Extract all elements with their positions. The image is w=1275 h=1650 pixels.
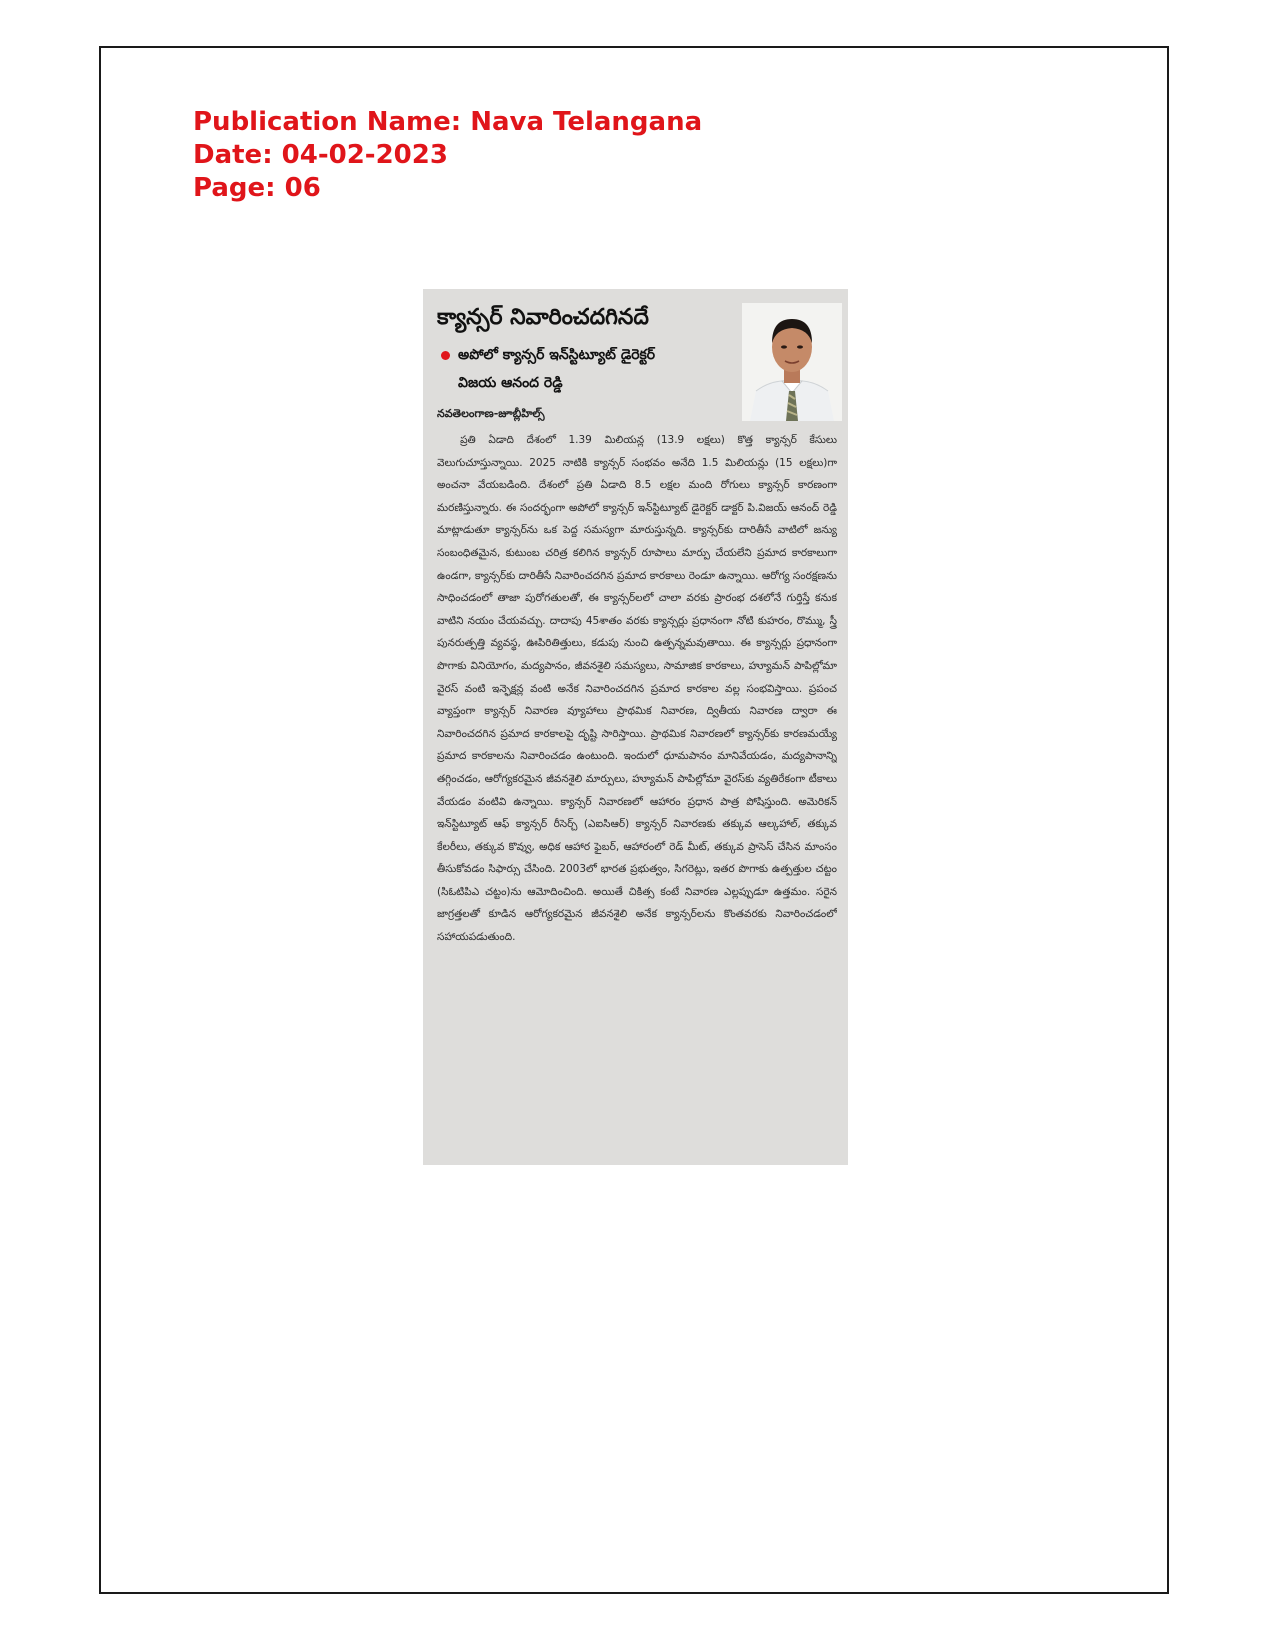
author-photo xyxy=(742,303,842,421)
publication-name: Publication Name: Nava Telangana xyxy=(193,107,703,137)
bullet-icon xyxy=(441,351,450,360)
article-headline: క్యాన్సర్ నివారించదగినదే xyxy=(437,305,649,330)
article-body: ప్రతి ఏడాది దేశంలో 1.39 మిలియన్ల (13.9 లక్షలు) కొత్త క్యాన్సర్ కేసులు వెలుగుచూస్తున్నాయి. 2025 నాటికి క్యాన్సర్ సంభవం అనేది 1.5 మిలియన్లు (15 లక్షలు)గా అంచనా వేయబడింది. దేశంలో ప్రతి ఏడాది 8.5 లక్షల మంది రోగులు క్యాన్సర్ కారణంగా మరణిస్తున్నారు. ఈ సందర్భంగా అపోలో క్యాన్సర్ ఇన్‌స్టిట్యూట్ డైరెక్టర్ డాక్టర్ పి.విజయ్ ఆనంద్ రెడ్డి మాట్లాడుతూ క్యాన్సర్‌ను ఒక పెద్ద సమస్యగా మారుస్తున్నది. క్యాన్సర్‌కు దారితీసే వాటిలో జన్యు సంబంధితమైన, కుటుంబ చరిత్ర కలిగిన క్యాన్సర్ రూపాలు మార్పు చేయలేని ప్రమాద కారకాలుగా ఉండగా, క్యాన్సర్‌కు దారితీసే నివారించదగిన ప్రమాద కారకాలు రెండూ ఉన్నాయి. ఆరోగ్య సంరక్షణను సాధించడంలో తాజా పురోగతులతో, ఈ క్యాన్సర్‌లలో చాలా వరకు ప్రారంభ దశలోనే గుర్తిస్తే కనుక వాటిని నయం చేయవచ్చు. దాదాపు 45శాతం వరకు క్యాన్సర్లు ప్రధానంగా నోటి కుహరం, రొమ్ము, స్త్రీ పునరుత్పత్తి వ్యవస్థ, ఊపిరితిత్తులు, కడుపు నుంచి ఉత్పన్నమవుతాయి. ఈ క్యాన్సర్లు ప్రధానంగా పొగాకు వినియోగం, మద్యపానం, జీవనశైలి సమస్యలు, సామాజిక కారకాలు, హ్యూమన్ పాపిల్లోమా వైరస్ వంటి ఇన్ఫెక్షన్ల వంటి అనేక నివారించదగిన ప్రమాద కారకాల వల్ల సంభవిస్తాయి. ప్రపంచ వ్యాప్తంగా క్యాన్సర్ నివారణ వ్యూహాలు ప్రాథమిక నివారణ, ద్వితీయ నివారణ ద్వారా ఈ నివారించదగిన ప్రమాద కారకాలపై దృష్టి సారిస్తాయి. ప్రాథమిక నివారణలో క్యాన్సర్‌కు కారణమయ్యే ప్రమాద కారకాలను నివారించడం ఉంటుంది. ఇందులో ధూమపానం మానివేయడం, మద్యపానాన్ని తగ్గించడం, ఆరోగ్యకరమైన జీవనశైలి మార్పులు, హ్యూమన్ పాపిల్లోమా వైరస్‌కు వ్యతిరేకంగా టీకాలు వేయడం వంటివి ఉన్నాయి. క్యాన్సర్ నివారణలో ఆహారం ప్రధాన పాత్ర పోషిస్తుంది. అమెరికన్ ఇన్‌స్టిట్యూట్ ఆఫ్ క్యాన్సర్ రీసెర్చ్ (ఎఐసిఆర్) క్యాన్సర్ నివారణకు తక్కువ ఆల్కహాల్, తక్కువ కేలరీలు, తక్కువ కొవ్వు, అధిక ఆహార ఫైబర్, ఆహారంలో రెడ్ మీట్, తక్కువ ప్రాసెస్ చేసిన మాంసం తీసుకోవడం సిఫార్సు చేసింది. 2003లో భారత ప్రభుత్వం, సిగరెట్లు, ఇతర పొగాకు ఉత్పత్తుల చట్టం (సిఓటిపిఎ చట్టం)ను ఆమోదించింది. అయితే చికిత్స కంటే నివారణ ఎల్లప్పుడూ ఉత్తమం. సరైన జాగ్రత్తలతో కూడిన ఆరోగ్యకరమైన జీవనశైలి అనేక క్యాన్సర్‌లను కొంతవరకు నివారించడంలో సహాయపడుతుంది. xyxy=(437,434,837,944)
publication-meta xyxy=(193,106,702,205)
subhead-line-1: అపోలో క్యాన్సర్ ఇన్‌స్టిట్యూట్ డైరెక్టర్ xyxy=(458,347,656,363)
publication-date: Date: 04-02-2023 xyxy=(193,140,448,170)
person-portrait-icon xyxy=(742,303,842,421)
publication-page: Page: 06 xyxy=(193,173,321,203)
article-subhead xyxy=(441,341,741,397)
newspaper-clipping xyxy=(423,289,848,1165)
subhead-line-2: విజయ ఆనంద రెడ్డి xyxy=(458,375,563,391)
article-dateline: నవతెలంగాణ-జూబ్లీహిల్స్ xyxy=(437,407,545,420)
